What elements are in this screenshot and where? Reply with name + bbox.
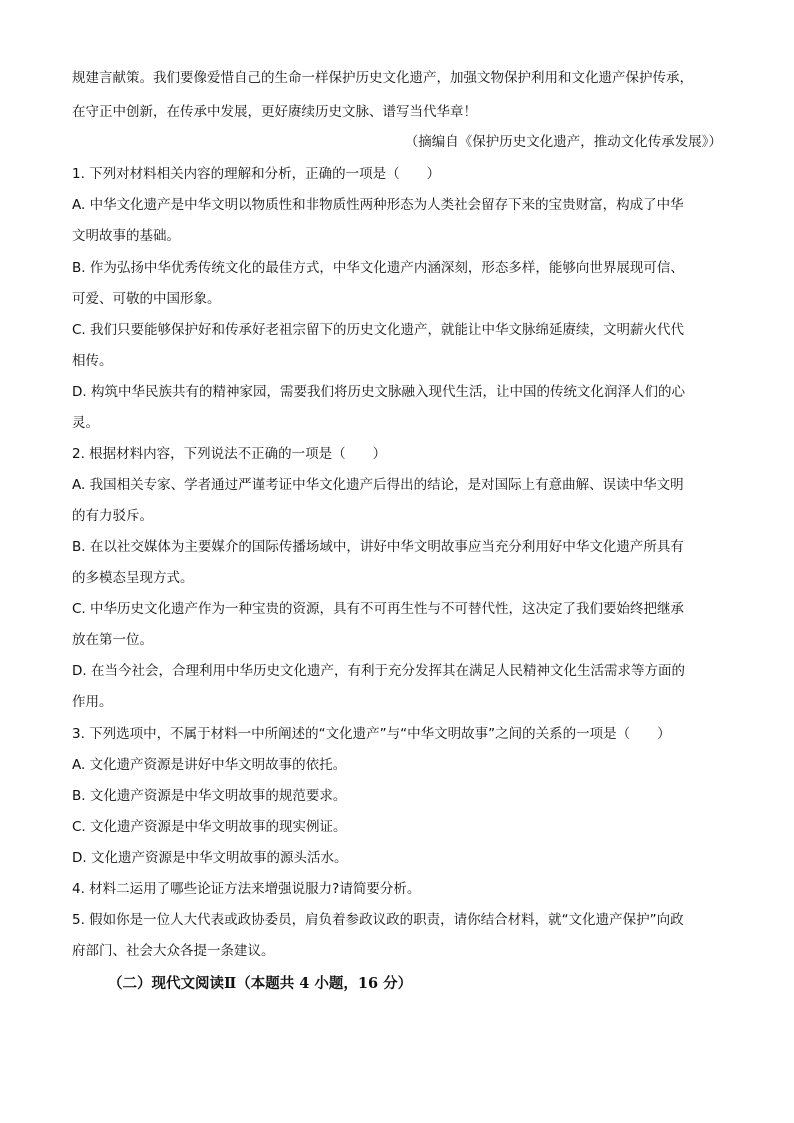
question-1-option-b-line-2: 可爱、可敬的中国形象。 xyxy=(72,291,221,307)
question-1-option-b-line-1: B. 作为弘扬中华优秀传统文化的最佳方式，中华文化遗产内涵深刻，形态多样，能够向世界展现可信、 xyxy=(72,260,684,276)
material-text-line-1: 规建言献策。我们要像爱惜自己的生命一样保护历史文化遗产，加强文物保护利用和文化遗产保护传承， xyxy=(72,70,693,86)
question-2-option-d-line-2: 作用。 xyxy=(72,694,113,710)
section-title: （二）现代文阅读Ⅱ（本题共 4 小题，16 分） xyxy=(108,975,413,992)
question-1-option-d-line-2: 灵。 xyxy=(72,415,99,431)
question-2-option-a-line-2: 的有力驳斥。 xyxy=(72,508,153,524)
question-5-stem-line-2: 府部门、社会大众各提一条建议。 xyxy=(72,943,275,959)
question-3-option-b: B. 文化遗产资源是中华文明故事的规范要求。 xyxy=(72,788,347,804)
question-3-option-a: A. 文化遗产资源是讲好中华文明故事的依托。 xyxy=(72,757,347,773)
question-1-option-d-line-1: D. 构筑中华民族共有的精神家园，需要我们将历史文脉融入现代生活，让中国的传统文化润泽人们的心 xyxy=(72,384,685,400)
question-1-option-c-line-2: 相传。 xyxy=(72,353,113,369)
question-1-option-c-line-1: C. 我们只要能够保护好和传承好老祖宗留下的历史文化遗产，就能让中华文脉绵延赓续，文明薪火代代 xyxy=(72,322,685,338)
question-2-option-b-line-1: B. 在以社交媒体为主要媒介的国际传播场域中，讲好中华文明故事应当充分利用好中华文化遗产所具有 xyxy=(72,539,684,555)
question-2-option-c-line-2: 放在第一位。 xyxy=(72,632,153,648)
question-2-option-d-line-1: D. 在当今社会，合理利用中华历史文化遗产，有利于充分发挥其在满足人民精神文化生活需求等方面的 xyxy=(72,663,685,679)
question-2-option-c-line-1: C. 中华历史文化遗产作为一种宝贵的资源，具有不可再生性与不可替代性，这决定了我们要始终把继承 xyxy=(72,601,685,617)
question-4-stem: 4. 材料二运用了哪些论证方法来增强说服力?请简要分析。 xyxy=(72,881,421,897)
question-3-option-c: C. 文化遗产资源是中华文明故事的现实例证。 xyxy=(72,819,347,835)
material-source: （摘编自《保护历史文化遗产，推动文化传承发展》） xyxy=(404,134,722,150)
question-3-option-d: D. 文化遗产资源是中华文明故事的源头活水。 xyxy=(72,850,348,866)
question-1-option-a-line-2: 文明故事的基础。 xyxy=(72,228,180,244)
question-3-stem: 3. 下列选项中，不属于材料一中所阐述的“文化遗产”与“中华文明故事”之间的关系的一项是（ ） xyxy=(72,726,671,742)
question-2-stem: 2. 根据材料内容，下列说法不正确的一项是（ ） xyxy=(72,446,387,462)
question-1-stem: 1. 下列对材料相关内容的理解和分析，正确的一项是（ ） xyxy=(72,166,441,182)
question-2-option-a-line-1: A. 我国相关专家、学者通过严谨考证中华文化遗产后得出的结论，是对国际上有意曲解、误读中华文明 xyxy=(72,477,684,493)
material-text-line-2: 在守正中创新，在传承中发展，更好赓续历史文脉、谱写当代华章！ xyxy=(72,104,477,120)
question-1-option-a-line-1: A. 中华文化遗产是中华文明以物质性和非物质性两种形态为人类社会留存下来的宝贵财富，构成了中华 xyxy=(72,197,684,213)
question-5-stem-line-1: 5. 假如你是一位人大代表或政协委员，肩负着参政议政的职责，请你结合材料，就“文化遗产保护”向政 xyxy=(72,912,684,928)
question-2-option-b-line-2: 的多模态呈现方式。 xyxy=(72,570,194,586)
